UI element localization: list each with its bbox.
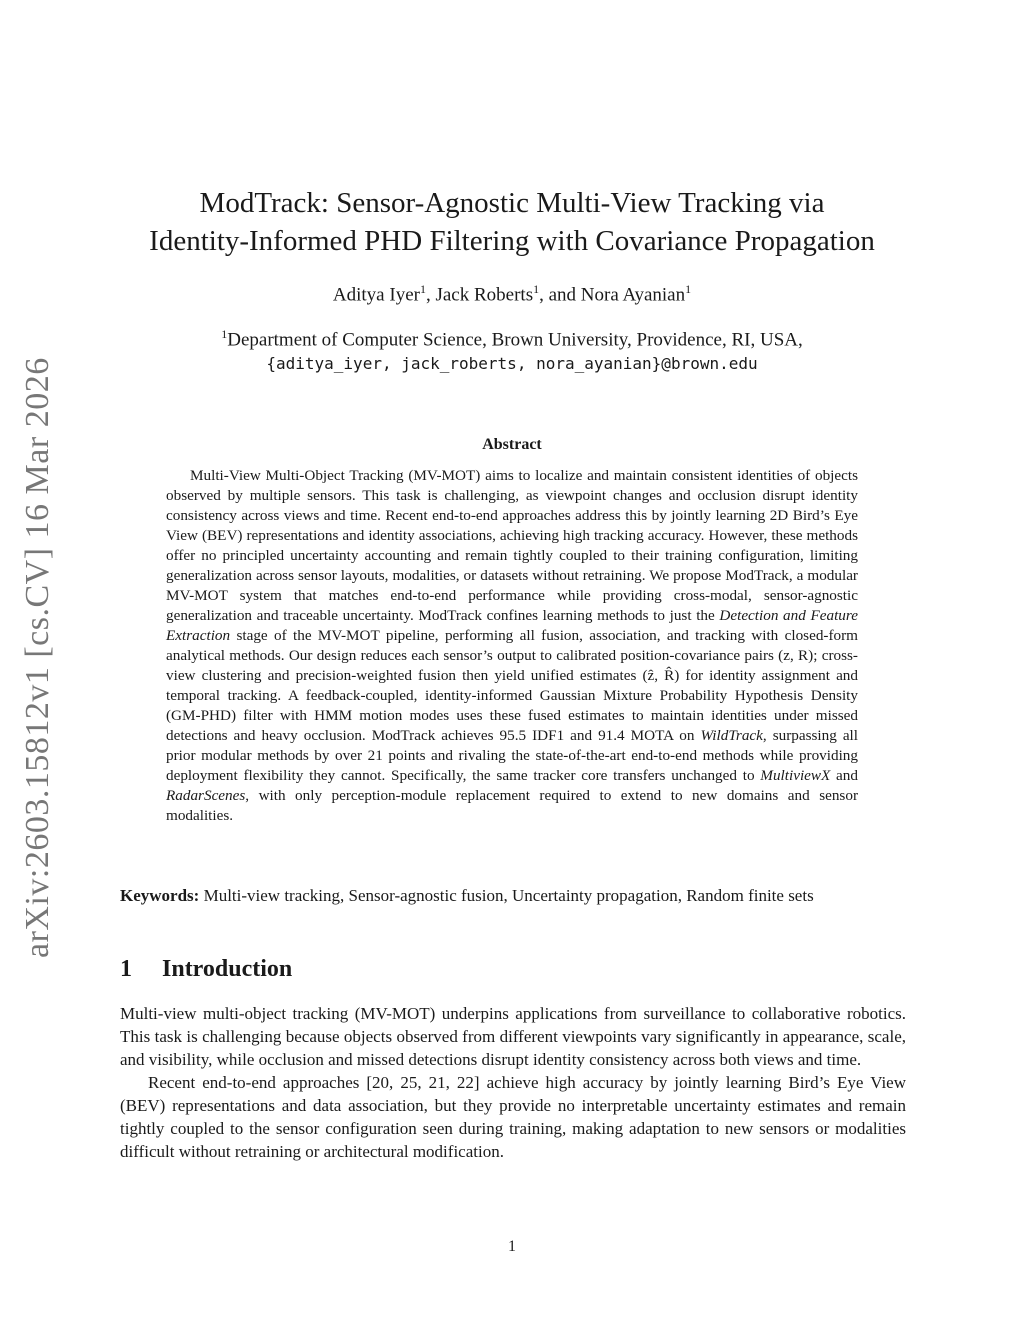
affiliation-text: Department of Computer Science, Brown University, Providence, RI, USA, [227, 329, 803, 351]
abstract-body [166, 466, 858, 826]
author-name: Jack Roberts [435, 284, 534, 306]
keywords-label: Keywords: [120, 886, 200, 905]
section-heading [120, 956, 906, 983]
arxiv-identifier-stamp: arXiv:2603.15812v1 [cs.CV] 16 Mar 2026 [19, 357, 56, 958]
author-affil-marker: 1 [533, 282, 540, 296]
introduction-body [120, 1002, 906, 1163]
abstract-paragraph [166, 466, 858, 826]
body-paragraph: Recent end-to-end approaches [20, 25, 21, 22] achieve high accuracy by jointly learning Bird’s Eye View (BEV) representations and data association, but they provide no interpretable uncertainty estimates and remain tightly coupled to the sensor configuration seen during training, making adaptation to new sensors or modalities difficult without retraining or architectural modification. [120, 1073, 906, 1161]
abstract-text: Multi-View Multi-Object Tracking (MV-MOT) aims to localize and maintain consistent identities of objects observed by multiple sensors. This task is challenging, as viewpoint changes and occlusion disrupt identity consistency across views and time. Recent end-to-end approaches address this by jointly learning 2D Bird’s Eye View (BEV) representations and identity associations, achieving high tracking accuracy. However, these methods offer no principled uncertainty accounting and remain tightly coupled to their training configuration, limiting generalization across sensor layouts, modalities, or datasets without retraining. We propose ModTrack, a modular MV-MOT system that matches end-to-end performance while providing cross-modal, sensor-agnostic generalization and traceable uncertainty. ModTrack confines learning methods to just the [166, 467, 858, 624]
affiliation-block [120, 322, 904, 376]
abstract-italic-term: Detection and Feature Extraction [166, 607, 858, 644]
affiliation-marker: 1 [221, 327, 228, 341]
abstract-italic-term: MultiviewX [760, 767, 831, 784]
paper-title [120, 184, 904, 260]
abstract-text: , surpassing all prior modular methods by over 21 points and rivaling the state-of-the-art end-to-end methods while providing deployment flexibility they cannot. Specifically, the same tracker core transfers unchanged to [166, 727, 858, 784]
abstract-heading: Abstract [482, 436, 542, 453]
author-separator: , and [539, 284, 581, 306]
author-name: Aditya Iyer [332, 284, 420, 306]
section-number: 1 [120, 956, 132, 982]
author-affil-marker: 1 [419, 282, 426, 296]
section-title: Introduction [162, 956, 293, 982]
author-list [120, 282, 904, 306]
abstract-text: , with only perception-module replacement required to extend to new domains and sensor modalities. [166, 787, 858, 824]
body-paragraph: Multi-view multi-object tracking (MV-MOT) underpins applications from surveillance to collaborative robotics. This task is challenging because objects observed from different viewpoints vary significantly in appearance, scale, and visibility, while occlusion and missed detections disrupt identity consistency across both views and time. [120, 1004, 906, 1069]
author-name: Nora Ayanian [580, 284, 686, 306]
affiliation-line [120, 322, 904, 352]
abstract-text: and [830, 767, 858, 784]
author-separator: , [425, 284, 436, 306]
author-emails[interactable]: {aditya_iyer, jack_roberts, nora_ayanian}@brown.edu [266, 354, 758, 374]
keywords [120, 884, 906, 907]
keywords-text: Multi-view tracking, Sensor-agnostic fusion, Uncertainty propagation, Random finite sets [203, 886, 814, 905]
abstract-text: stage of the MV-MOT pipeline, performing all fusion, association, and tracking with closed-form analytical methods. Our design reduces each sensor’s output to calibrated position-covariance pairs (z, R); cross-view clustering and precision-weighted fusion then yield unified estimates (ẑ, R̂) for identity assignment and temporal tracking. A feedback-coupled, identity-informed Gaussian Mixture Probability Hypothesis Density (GM-PHD) filter with HMM motion modes uses these fused estimates to maintain identities under missed detections and heavy occlusion. ModTrack achieves 95.5 IDF1 and 91.4 MOTA on [166, 627, 858, 744]
abstract-italic-term: RadarScenes [166, 787, 246, 804]
page-number: 1 [508, 1238, 516, 1255]
title-line-2: Identity-Informed PHD Filtering with Covariance Propagation [149, 225, 875, 257]
title-line-1: ModTrack: Sensor-Agnostic Multi-View Tracking via [199, 187, 825, 219]
author-affil-marker: 1 [685, 282, 692, 296]
abstract-italic-term: WildTrack [700, 727, 763, 744]
